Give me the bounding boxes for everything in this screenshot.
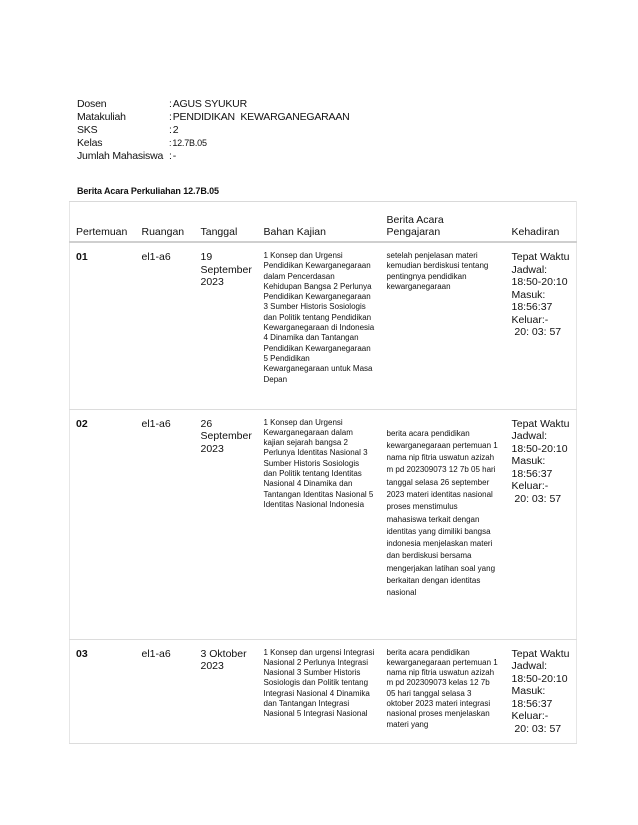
- attendance-status: Tepat Waktu: [511, 251, 570, 263]
- info-label: SKS: [77, 124, 98, 136]
- info-label: Jumlah Mahasiswa: [77, 150, 164, 162]
- table-header-row: [70, 202, 577, 243]
- column-header: Tanggal: [195, 202, 258, 243]
- topic-text: 1 Konsep dan Urgensi Kewarganegaraan dalam kajian sejarah bangsa 2 Perlunya Identitas Nasional 3 Sumber Historis Sosiologis dan Politik tentang Identitas Nasional 4 Dinamika dan Tantangan Identitas Nasional 5 Identitas Nasional Indonesia: [263, 417, 374, 509]
- topic-text: 1 Konsep dan urgensi Integrasi Nasional 2 Perlunya Integrasi Nasional 3 Sumber Historis Sosiologis dan Politik tentang Integrasi Nasional 4 Dinamika dan Tantangan Integrasi Nasional 5 Integrasi Nasional: [263, 647, 375, 719]
- report-text: berita acara pendidikan kewarganegaraan pertemuan 1 nama nip fitria uswatun azizah m pd 202309073 12 7b 05 hari tanggal selasa 26 september 2023 materi identitas nasional proses menstimulus mahasiswa terkait dengan identitas yang dimiliki bangsa indonesia menjelaskan materi dan berdiskusi bersama mengerjakan latihan soal yang berkaitan dengan identitas nasional: [386, 428, 498, 598]
- table-row: [70, 242, 577, 409]
- meeting-number: 02: [70, 409, 136, 639]
- meeting-number: 01: [70, 242, 136, 409]
- attendance-line: 20: 03: 57: [511, 722, 562, 735]
- attendance-status: Tepat Waktu: [511, 647, 570, 660]
- attendance-line: Masuk:: [511, 455, 546, 467]
- attendance-line: Masuk:: [511, 288, 546, 301]
- report-cell: [381, 639, 506, 743]
- topic-cell: [258, 242, 381, 409]
- report-cell: [381, 242, 506, 409]
- info-row-dosen: Dosen :AGUS SYUKUR: [77, 98, 247, 110]
- topic-text: 1 Konsep dan Urgensi Pendidikan Kewarganegaraan dalam Pencerdasan Kehidupan Bangsa 2 Perlunya Pendidikan Kewarganegaraan 3 Sumber Historis Sosiologis dan Politik tentang Pendidikan Kewarganegaraan di Indonesia 4 Dinamika dan Tantangan Pendidikan Kewarganegaraan 5 Pendidikan Kewarganegaraan untuk Masa Depan: [263, 251, 375, 384]
- topic-cell: [258, 409, 381, 639]
- info-row-matakuliah: Matakuliah :PENDIDIKAN KEWARGANEGARAAN: [77, 111, 350, 123]
- report-cell: [381, 409, 506, 639]
- room-cell: el1-a6: [136, 639, 195, 743]
- room-cell: el1-a6: [136, 409, 195, 639]
- topic-cell: [258, 639, 381, 743]
- class-code: 12.7B.05: [172, 138, 207, 148]
- attendance-line: 18:50-20:10: [511, 442, 568, 455]
- attendance-line: 18:56:37: [511, 301, 553, 313]
- column-header: Bahan Kajian: [258, 202, 381, 243]
- attendance-line: 20: 03: 57: [511, 492, 562, 505]
- course-name: PENDIDIKAN KEWARGANEGARAAN: [172, 111, 350, 123]
- attendance-cell: [506, 409, 577, 639]
- report-text: berita acara pendidikan kewarganegaraan pertemuan 1 nama nip fitria uswatun azizah m pd 202309073 kelas 12 7b 05 hari tanggal selasa 3 oktober 2023 materi integrasi nasional proses menjelaskan materi yang: [386, 647, 498, 729]
- info-row-jumlah-mahasiswa: Jumlah Mahasiswa :-: [77, 150, 177, 162]
- attendance-line: 18:50-20:10: [511, 672, 568, 685]
- info-label: Kelas: [77, 137, 103, 149]
- date-cell: 19 September 2023: [195, 242, 258, 409]
- attendance-line: 20: 03: 57: [511, 326, 562, 338]
- credits-value: 2: [172, 124, 179, 136]
- column-header: Ruangan: [136, 202, 195, 243]
- attendance-line: Jadwal:: [511, 660, 548, 672]
- table-caption: Berita Acara Perkuliahan 12.7B.05: [77, 186, 219, 196]
- attendance-line: Keluar:-: [511, 710, 549, 722]
- lecture-log-table: [69, 201, 577, 744]
- student-count: -: [172, 150, 177, 162]
- attendance-line: Keluar:-: [511, 480, 549, 492]
- course-info: [77, 98, 350, 163]
- attendance-line: 18:56:37: [511, 697, 553, 710]
- info-label: Dosen: [77, 98, 107, 110]
- table-row: [70, 409, 577, 639]
- column-header: Kehadiran: [506, 202, 577, 243]
- attendance-cell: [506, 242, 577, 409]
- attendance-line: Masuk:: [511, 685, 546, 697]
- date-cell: 26 September 2023: [195, 409, 258, 639]
- attendance-line: 18:56:37: [511, 467, 553, 480]
- info-row-kelas: Kelas :12.7B.05: [77, 137, 207, 149]
- attendance-line: Jadwal:: [511, 430, 548, 442]
- date-cell: 3 Oktober 2023: [195, 639, 258, 743]
- info-label: Matakuliah: [77, 111, 126, 123]
- attendance-line: Jadwal:: [511, 263, 548, 276]
- attendance-line: 18:50-20:10: [511, 276, 568, 288]
- column-header: Berita Acara Pengajaran: [381, 202, 506, 243]
- meeting-number: 03: [70, 639, 136, 743]
- attendance-status: Tepat Waktu: [511, 417, 570, 430]
- attendance-cell: [506, 639, 577, 743]
- attendance-line: Keluar:-: [511, 313, 549, 326]
- lecturer-name: AGUS SYUKUR: [172, 98, 247, 110]
- column-header: Pertemuan: [70, 202, 136, 243]
- info-row-sks: SKS :2: [77, 124, 179, 136]
- room-cell: el1-a6: [136, 242, 195, 409]
- report-text: setelah penjelasan materi kemudian berdiskusi tentang pentingnya pendidikan kewarganegaraan: [386, 251, 489, 291]
- table-row: [70, 639, 577, 743]
